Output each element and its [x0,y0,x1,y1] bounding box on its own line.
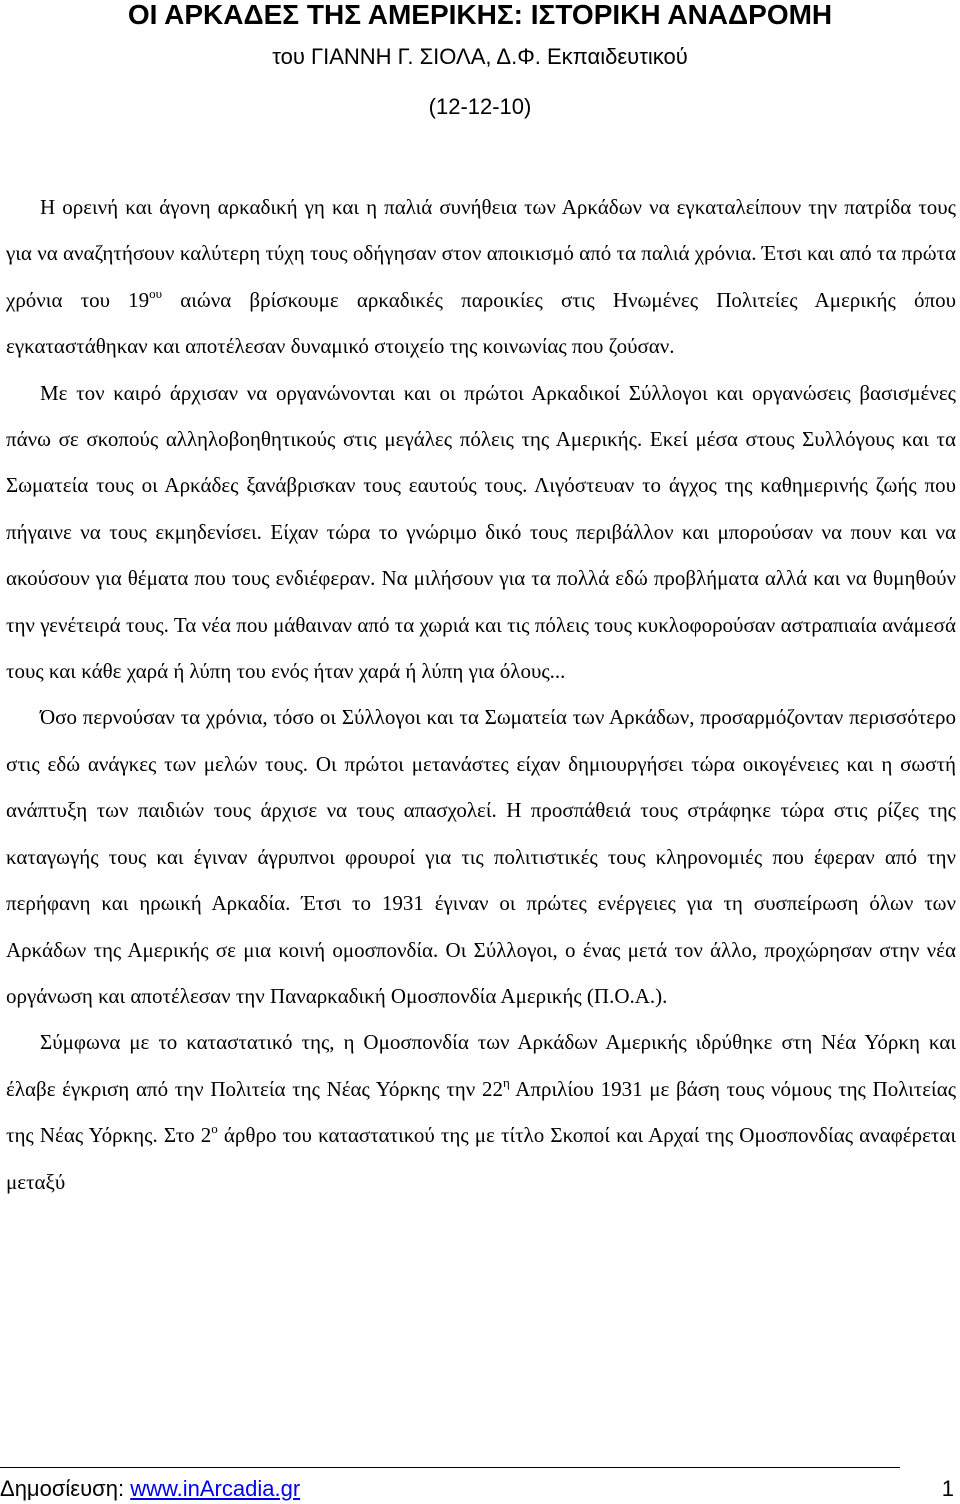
paragraph-1 [6,184,956,370]
footer-divider [0,1467,900,1468]
paragraph-4-text-c: άρθρο του καταστατικού της με τίτλο Σκοποί και Αρχαί της Ομοσπονδίας αναφέρεται μεταξύ [6,1123,956,1194]
article-body [6,184,956,1205]
paragraph-4-text-b: Απριλίου 1931 με βάση τους νόμους της Πολιτείας της Νέας Υόρκης. Στο 2 [6,1076,957,1148]
paragraph-4-text-a: Σύμφωνα με το καταστατικό της, η Ομοσπονδία των Αρκάδων Αμερικής ιδρύθηκε στη Νέα Υόρκη και έλαβε έγκριση από την Πολιτεία της Νέας Υόρκης την 22 [6,1030,956,1101]
ordinal-superscript: ο [211,1121,218,1137]
page-number: 1 [941,1476,954,1501]
ordinal-superscript: ου [149,285,163,301]
date-line: (12-12-10) [428,94,532,119]
paragraph-3: Όσο περνούσαν τα χρόνια, τόσο οι Σύλλογοι και τα Σωματεία των Αρκάδων, προσαρμόζονταν περισσότερο στις εδώ ανάγκες των μελών τους. Οι πρώτοι μετανάστες είχαν δημιουργήσει τώρα οικογένειες και η σωστή ανάπτυξη των παιδιών τους άρχισε να τους απασχολεί. Η προσπάθειά τους στράφηκε τώρα στις ρίζες της καταγωγής τους και έγιναν άγρυπνοι φρουροί για τις πολιτιστικές τους κληρονομιές που έφεραν από την περήφανη και ηρωική Αρκαδία. Έτσι το 1931 έγιναν οι πρώτες ενέργειες για τη συσπείρωση όλων των Αρκάδων της Αμερικής σε μια κοινή ομοσπονδία. Οι Σύλλογοι, ο ένας μετά τον άλλο, προχώρησαν στην νέα οργάνωση και αποτέλεσαν την Παναρκαδική Ομοσπονδία Αμερικής (Π.Ο.Α.). [6,705,956,1008]
footer-label: Δημοσίευση: [0,1476,131,1501]
document-title: ΟΙ ΑΡΚΑΔΕΣ ΤΗΣ ΑΜΕΡΙΚΗΣ: ΙΣΤΟΡΙΚΗ ΑΝΑΔΡΟΜΗ [127,0,833,30]
author-line: του ΓΙΑΝΝΗ Γ. ΣΙΟΛΑ, Δ.Φ. Εκπαιδευτικού [272,44,688,69]
paragraph-4 [6,1019,956,1205]
website-link[interactable]: www.inArcadia.gr [130,1476,301,1501]
ordinal-superscript: η [502,1074,510,1090]
page-footer [0,1474,954,1504]
paragraph-1-text-b: αιώνα βρίσκουμε αρκαδικές παροικίες στις Ηνωμένες Πολιτείες Αμερικής όπου εγκαταστάθηκαν και αποτέλεσαν δυναμικό στοιχείο της κοινωνίας που ζούσαν. [6,287,956,359]
footer-publication [0,1474,300,1504]
paragraph-1-text-a: Η ορεινή και άγονη αρκαδική γη και η παλιά συνήθεια των Αρκάδων να εγκαταλείπουν την πατρίδα τους για να αναζητήσουν καλύτερη τύχη τους οδήγησαν στον αποικισμό από τα παλιά χρόνια. Έτσι και από τα πρώτα χρόνια του 19 [6,195,956,312]
paragraph-2: Με τον καιρό άρχισαν να οργανώνονται και οι πρώτοι Αρκαδικοί Σύλλογοι και οργανώσεις βασισμένες πάνω σε σκοπούς αλληλοβοηθητικούς στις μεγάλες πόλεις της Αμερικής. Εκεί μέσα στους Συλλόγους και τα Σωματεία τους οι Αρκάδες ξανάβρισκαν τους εαυτούς τους. Λιγόστευαν το άγχος της καθημερινής ζωής που πήγαινε να τους εκμηδενίσει. Είχαν τώρα το γνώριμο δικό τους περιβάλλον και μπορούσαν να πουν και να ακούσουν για θέματα που τους ενδιέφεραν. Να μιλήσουν για τα πολλά εδώ προβλήματα αλλά και να θυμηθούν την γενέτειρά τους. Τα νέα που μάθαιναν από τα χωριά και τις πόλεις τους κυκλοφορούσαν αστραπιαία ανάμεσά τους και κάθε χαρά ή λύπη του ενός ήταν χαρά ή λύπη για όλους... [6,380,956,684]
